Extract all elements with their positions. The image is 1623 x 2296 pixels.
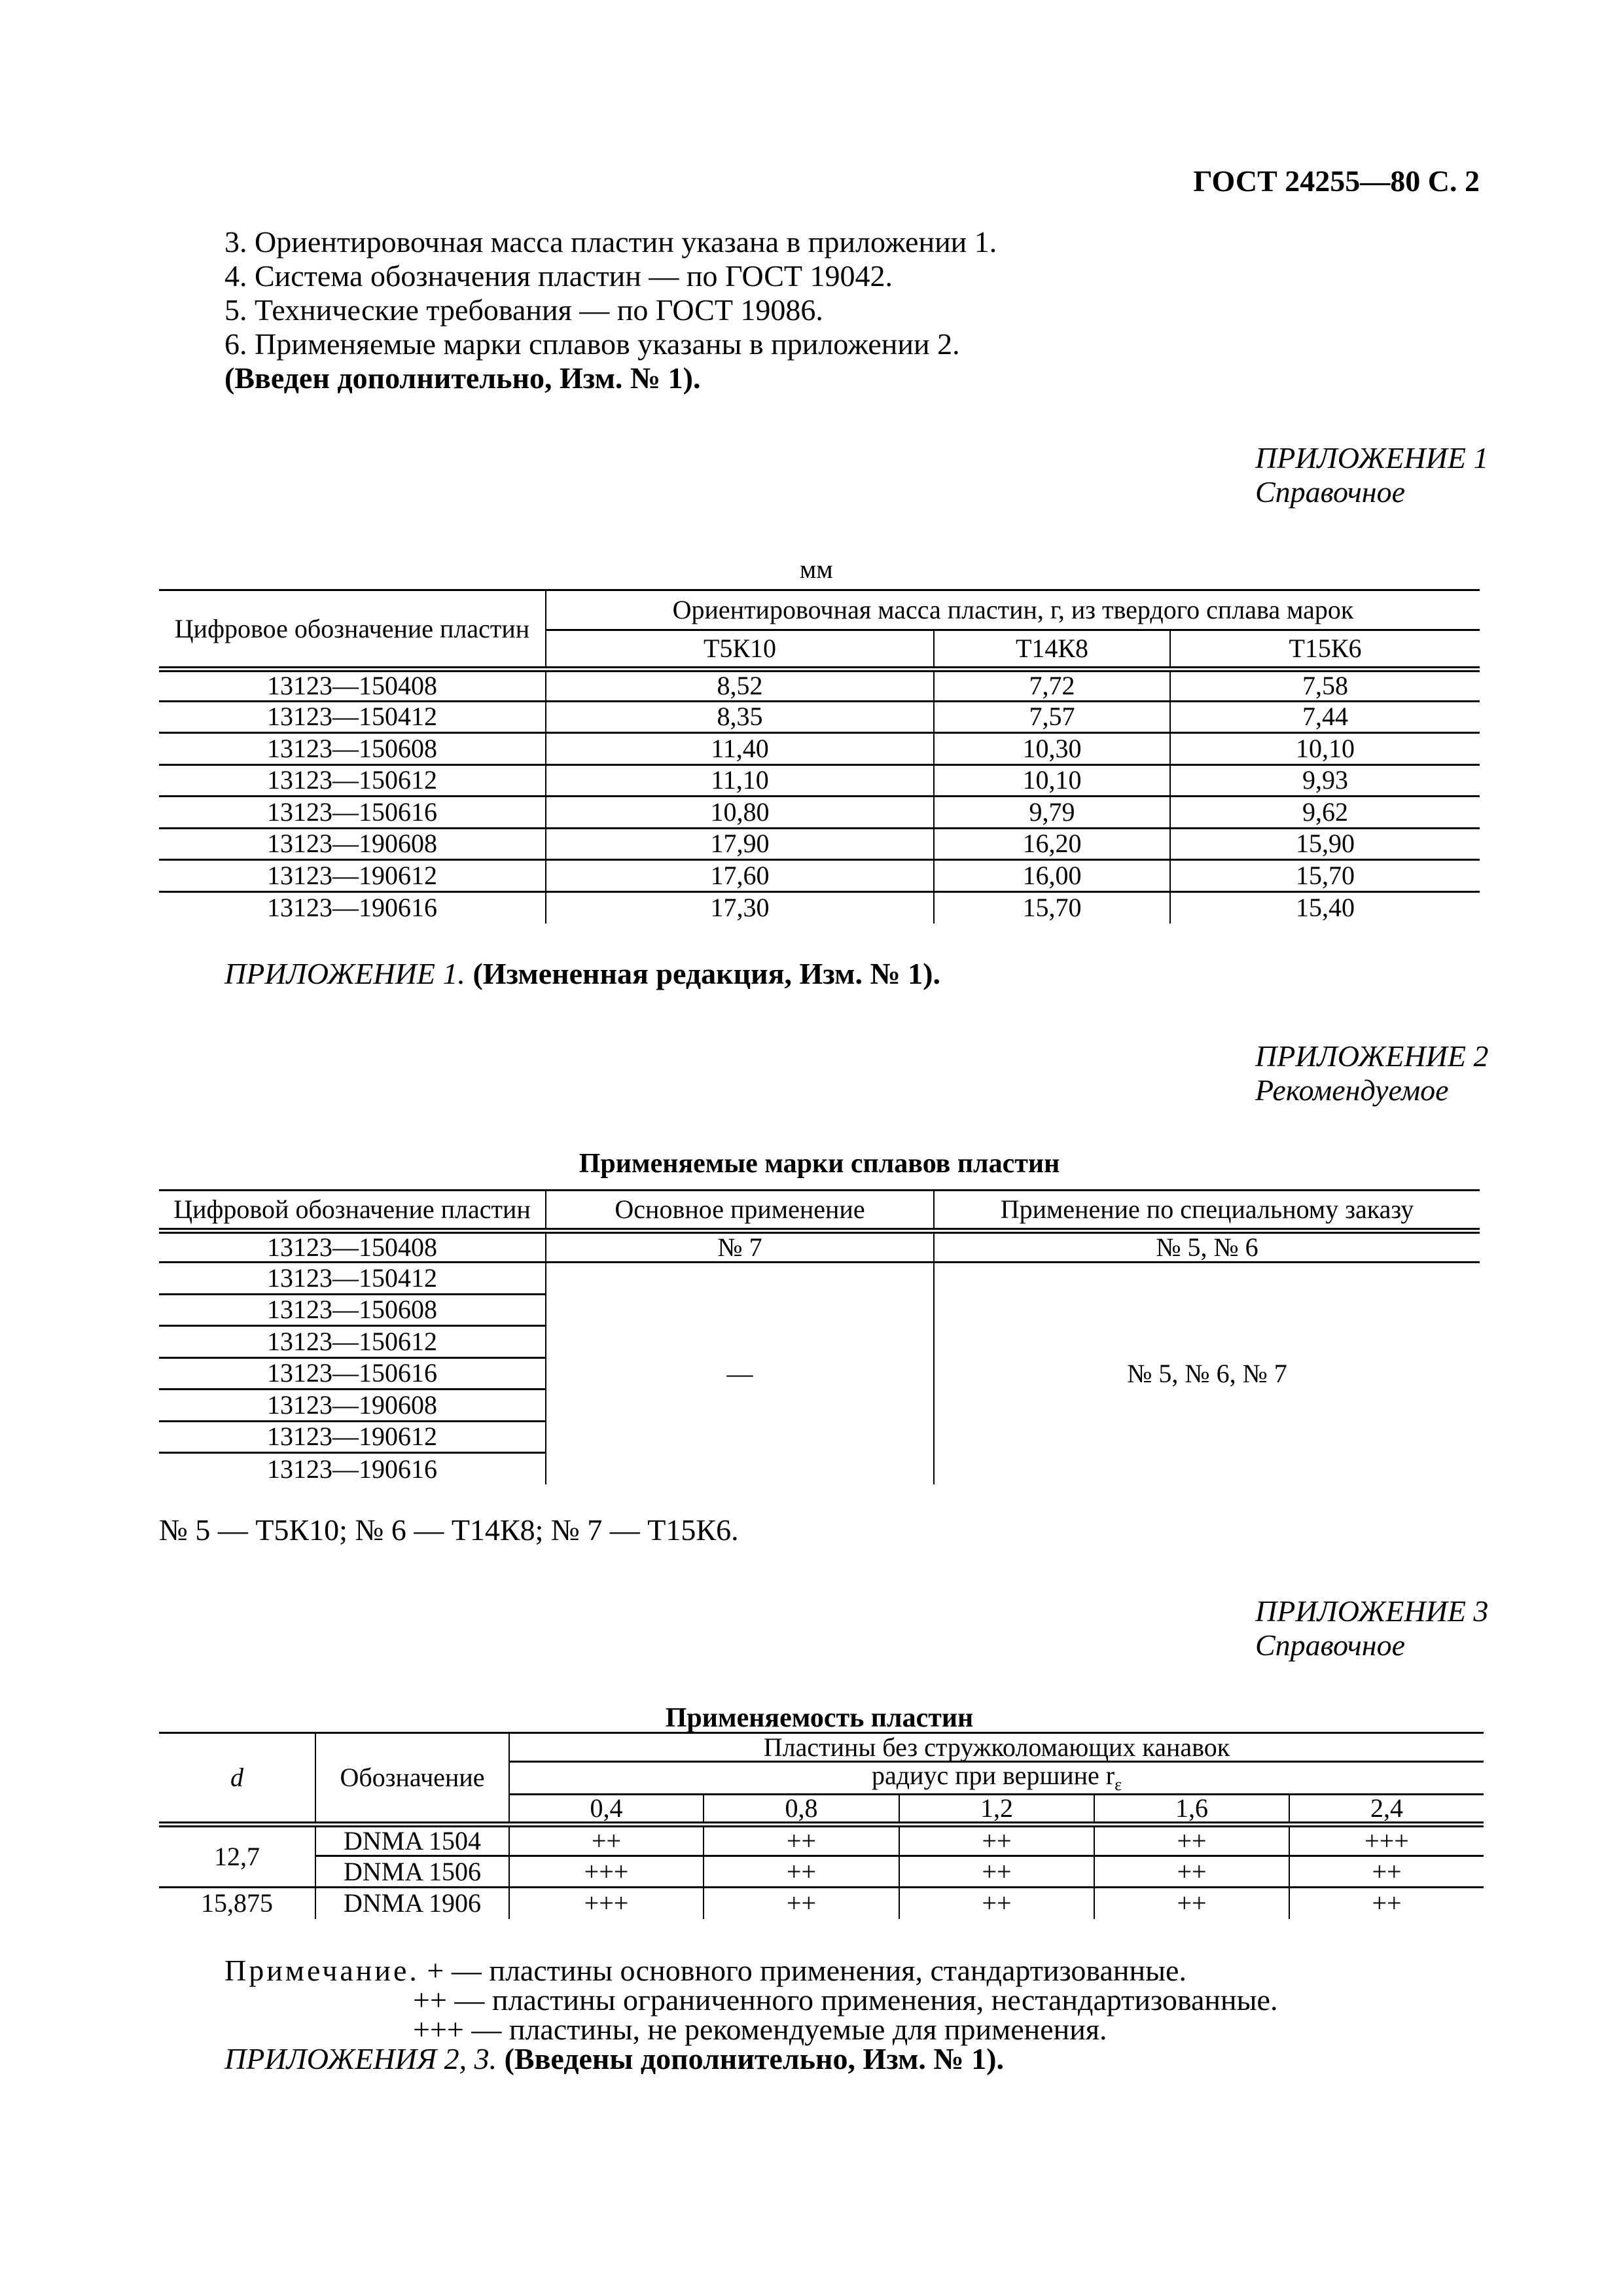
mass-cell: 7,44 [1170, 701, 1480, 733]
mass-cell: 16,20 [934, 828, 1170, 860]
mass-cell: 15,70 [934, 891, 1170, 924]
appendix1-status: Справочное [1255, 475, 1406, 509]
table-row [159, 670, 1480, 702]
table-row [159, 891, 1480, 924]
designation-cell: 13123—150608 [159, 1294, 546, 1326]
designation-cell: 13123—150608 [159, 733, 546, 765]
mass-cell: 15,70 [1170, 860, 1480, 892]
appendix2-alloy-table [159, 1189, 1480, 1484]
mass-cell: 7,72 [934, 670, 1170, 702]
header-radius: 2,4 [1289, 1795, 1484, 1825]
designation-cell: 13123—150616 [159, 1357, 546, 1390]
mass-cell: 11,10 [546, 764, 934, 797]
value-cell: ++ [1289, 1888, 1484, 1919]
mass-cell: 16,00 [934, 860, 1170, 892]
main-use-cell: № 7 [546, 1231, 934, 1263]
appendix2-footnote: № 5 — Т5К10; № 6 — Т14К8; № 7 — Т15К6. [159, 1513, 739, 1547]
designation-cell: 13123—150412 [159, 1263, 546, 1295]
appendix2-heading [1255, 1039, 1488, 1107]
value-cell: ++ [899, 1856, 1094, 1888]
mass-cell: 8,52 [546, 670, 934, 702]
main-use-cell: — [546, 1263, 934, 1485]
appendix1-heading [1255, 441, 1488, 509]
d-cell: 12,7 [159, 1825, 315, 1888]
value-cell: ++ [899, 1888, 1094, 1919]
appendix2-title: ПРИЛОЖЕНИЕ 2 [1255, 1039, 1489, 1073]
mass-cell: 10,30 [934, 733, 1170, 765]
designation-cell: 13123—190612 [159, 860, 546, 892]
header-designation: Обозначение [315, 1733, 509, 1825]
intro-item: 4. Система обозначения пластин — по ГОСТ 19042. [224, 259, 893, 293]
value-cell: ++ [704, 1825, 899, 1856]
table-row [159, 797, 1480, 829]
mass-cell: 15,90 [1170, 828, 1480, 860]
header-group: Пластины без стружколомающих канавок [509, 1733, 1484, 1762]
intro-section [224, 225, 997, 395]
special-order-cell: № 5, № 6 [934, 1231, 1480, 1263]
mass-cell: 7,57 [934, 701, 1170, 733]
header-grade: Т15К6 [1170, 630, 1480, 670]
table-row [159, 828, 1480, 860]
header-radius: 0,4 [509, 1795, 704, 1825]
designation-cell: DNMA 1506 [315, 1856, 509, 1888]
mass-cell: 9,79 [934, 797, 1170, 829]
table-row [159, 701, 1480, 733]
mass-cell: 8,35 [546, 701, 934, 733]
header-d: d [159, 1733, 315, 1825]
appendix1-note-label: ПРИЛОЖЕНИЕ 1. [224, 957, 465, 990]
mass-cell: 10,10 [934, 764, 1170, 797]
designation-cell: 13123—190608 [159, 828, 546, 860]
appendix1-title: ПРИЛОЖЕНИЕ 1 [1255, 441, 1489, 475]
appendix2-status: Рекомендуемое [1255, 1073, 1449, 1107]
value-cell: ++ [1094, 1856, 1289, 1888]
header-subgroup [509, 1762, 1484, 1795]
intro-item: 3. Ориентировочная масса пластин указана в приложении 1. [224, 225, 997, 259]
header-radius: 1,2 [899, 1795, 1094, 1825]
value-cell: +++ [509, 1856, 704, 1888]
designation-cell: 13123—150412 [159, 701, 546, 733]
note-line: ++ — пластины ограниченного применения, нестандартизованные. [413, 1983, 1278, 2017]
table-row [159, 764, 1480, 797]
designation-cell: 13123—150616 [159, 797, 546, 829]
designation-cell: 13123—190612 [159, 1421, 546, 1453]
header-radius: 0,8 [704, 1795, 899, 1825]
mass-cell: 7,58 [1170, 670, 1480, 702]
final-label: ПРИЛОЖЕНИЯ 2, 3. [224, 2042, 497, 2075]
appendix1-note [224, 957, 940, 991]
mass-cell: 9,62 [1170, 797, 1480, 829]
table-row [159, 733, 1480, 765]
designation-cell: DNMA 1504 [315, 1825, 509, 1856]
appendix3-title: ПРИЛОЖЕНИЕ 3 [1255, 1594, 1489, 1628]
mass-cell: 10,10 [1170, 733, 1480, 765]
note-line: + — пластины основного применения, стандартизованные. [427, 1954, 1186, 1987]
appendix3-note [224, 1956, 1277, 2073]
value-cell: ++ [1094, 1825, 1289, 1856]
appendix3-status: Справочное [1255, 1628, 1406, 1662]
intro-item: 5. Технические требования — по ГОСТ 19086. [224, 293, 823, 327]
value-cell: ++ [899, 1825, 1094, 1856]
mass-cell: 11,40 [546, 733, 934, 765]
intro-item: 6. Применяемые марки сплавов указаны в приложении 2. [224, 327, 960, 361]
appendix2-table-title: Применяемые марки сплавов пластин [579, 1149, 1060, 1179]
designation-cell: 13123—150408 [159, 1231, 546, 1263]
header-designation: Цифровой обозначение пластин [159, 1191, 546, 1231]
note-label: Примечание. [224, 1954, 419, 1987]
header-main-use: Основное применение [546, 1191, 934, 1231]
value-cell: ++ [509, 1825, 704, 1856]
value-cell: ++ [704, 1856, 899, 1888]
designation-cell: 13123—150612 [159, 1326, 546, 1358]
designation-cell: DNMA 1906 [315, 1888, 509, 1919]
value-cell: ++ [1289, 1856, 1484, 1888]
designation-cell: 13123—150612 [159, 764, 546, 797]
document-reference: ГОСТ 24255—80 С. 2 [1193, 164, 1480, 198]
value-cell: ++ [704, 1888, 899, 1919]
designation-cell: 13123—190616 [267, 1454, 437, 1484]
value-cell: +++ [1289, 1825, 1484, 1856]
table-row [159, 1263, 1480, 1295]
final-text: (Введены дополнительно, Изм. № 1). [504, 2042, 1004, 2075]
header-grade: Т14К8 [934, 630, 1170, 670]
mass-cell: 15,40 [1170, 891, 1480, 924]
appendix1-mass-table [159, 589, 1480, 924]
header-grade: Т5К10 [546, 630, 934, 670]
appendix1-unit: мм [800, 554, 833, 584]
header-designation: Цифровое обозначение пластин [159, 590, 546, 670]
value-cell: +++ [509, 1888, 704, 1919]
designation-cell: 13123—190616 [159, 891, 546, 924]
mass-cell: 17,90 [546, 828, 934, 860]
designation-cell: 13123—150408 [159, 670, 546, 702]
mass-cell: 10,80 [546, 797, 934, 829]
table-row [159, 860, 1480, 892]
intro-amendment: (Введен дополнительно, Изм. № 1). [224, 361, 701, 395]
special-order-cell: № 5, № 6, № 7 [934, 1263, 1480, 1485]
note-line: +++ — пластины, не рекомендуемые для применения. [413, 2013, 1107, 2046]
mass-cell: 17,60 [546, 860, 934, 892]
appendix3-heading [1255, 1594, 1488, 1662]
epsilon-subscript: ε [1115, 1775, 1122, 1794]
designation-cell: 13123—190608 [159, 1390, 546, 1422]
mass-cell: 17,30 [546, 891, 934, 924]
d-cell: 15,875 [159, 1888, 315, 1919]
header-mass-group: Ориентировочная масса пластин, г, из твердого сплава марок [546, 590, 1480, 630]
appendix1-note-text: (Измененная редакция, Изм. № 1). [473, 957, 940, 990]
header-special-order: Применение по специальному заказу [934, 1191, 1480, 1231]
appendix3-applicability-table [159, 1732, 1484, 1919]
value-cell: ++ [1094, 1888, 1289, 1919]
appendix3-table-title: Применяемость пластин [665, 1703, 974, 1733]
header-subgroup-label: радиус при вершине r [871, 1761, 1115, 1790]
header-radius: 1,6 [1094, 1795, 1289, 1825]
mass-cell: 9,93 [1170, 764, 1480, 797]
